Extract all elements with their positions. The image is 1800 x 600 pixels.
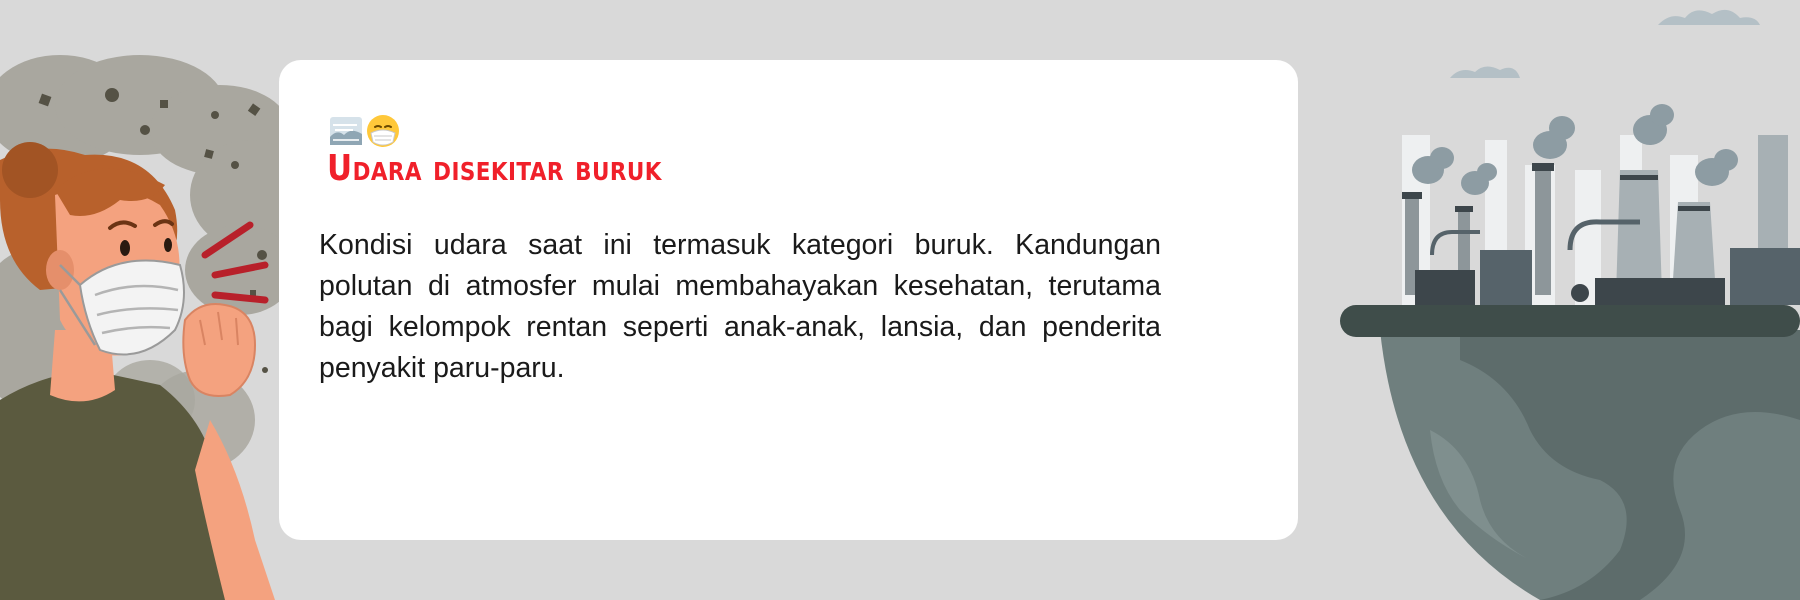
- polluted-earth-factories-illustration: [1340, 0, 1800, 600]
- emoji-row: [329, 113, 401, 149]
- foggy-landscape-icon: [329, 115, 363, 147]
- card-title: Udara disekitar buruk: [327, 148, 662, 189]
- card-body-text: Kondisi udara saat ini termasuk kategori buruk. Kandungan polutan di atmosfer mulai membahayakan kesehatan, terutama bagi kelompok rentan seperti anak-anak, lansia, dan penderita penyakit paru-paru.: [319, 229, 1161, 384]
- factories: [1402, 135, 1800, 305]
- sky-clouds: [1450, 10, 1760, 78]
- info-card: [279, 60, 1298, 540]
- face-mask: [80, 261, 184, 355]
- ground-platform: [1340, 305, 1800, 337]
- face-with-mask-icon: [365, 113, 401, 149]
- coughing-woman-illustration: [0, 0, 290, 600]
